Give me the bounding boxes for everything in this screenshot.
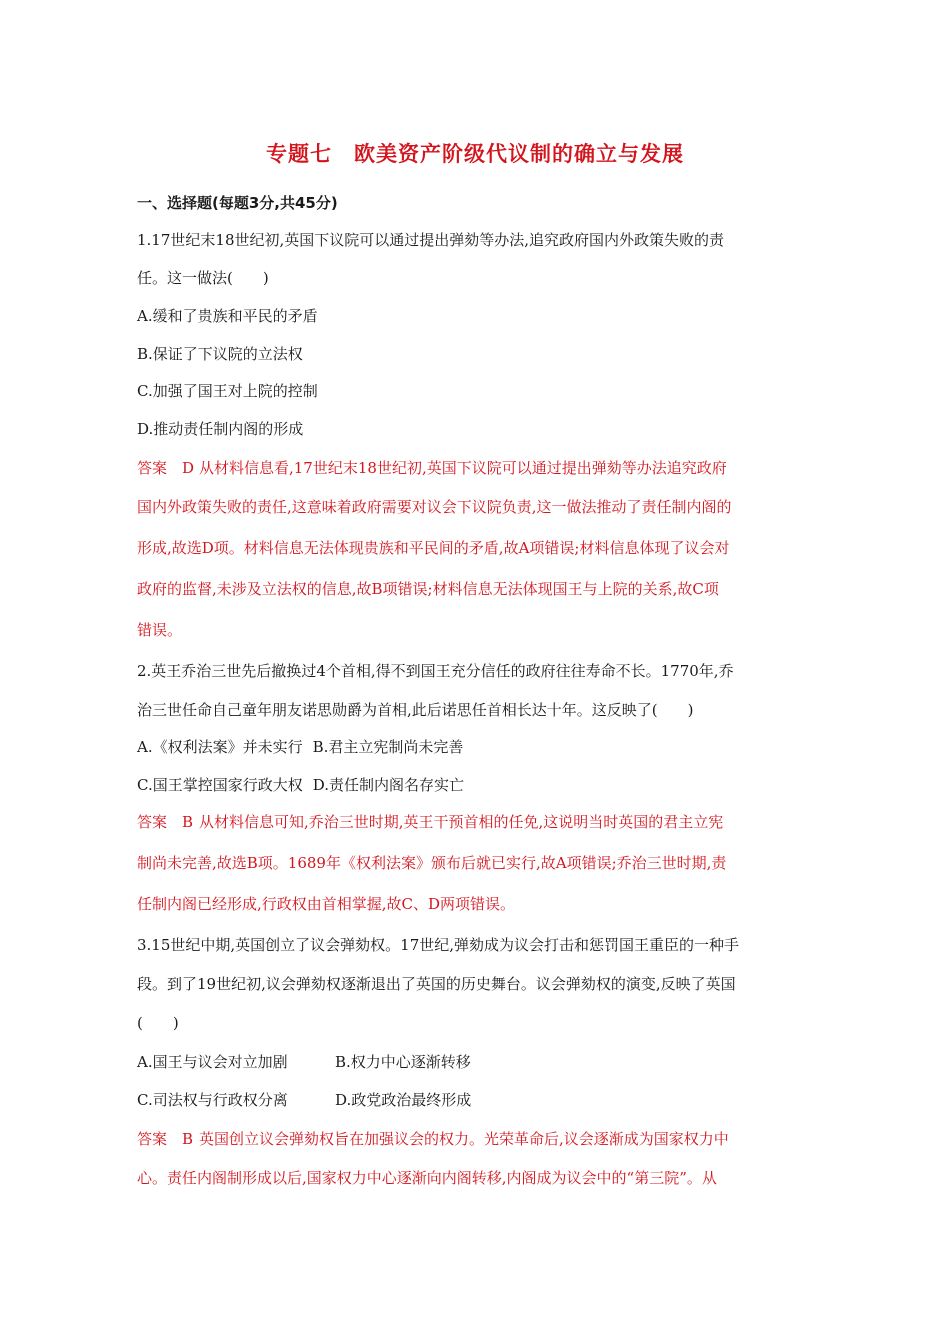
q1-answer-line-3: 形成,故选D项。材料信息无法体现贵族和平民间的矛盾,故A项错误;材料信息体现了议会对 [137, 539, 730, 557]
q1-answer-line-1 [137, 458, 727, 478]
q1-option-c: C.加强了国王对上院的控制 [137, 382, 318, 400]
q1-answer-line-5: 错误。 [137, 621, 183, 639]
q1-answer-text-1: 从材料信息看,17世纪末18世纪初,英国下议院可以通过提出弹劾等办法追究政府 [199, 459, 727, 477]
q1-stem-line-1: 1.17世纪末18世纪初,英国下议院可以通过提出弹劾等办法,追究政府国内外政策失败的责 [137, 231, 725, 249]
q2-stem-line-1: 2.英王乔治三世先后撤换过4个首相,得不到国王充分信任的政府往往寿命不长。1770年,乔 [137, 662, 734, 680]
q3-stem-line-2: 段。到了19世纪初,议会弹劾权逐渐退出了英国的历史舞台。议会弹劾权的演变,反映了英国 [137, 975, 736, 993]
q3-answer-line-1 [137, 1129, 729, 1149]
q1-option-a: A.缓和了贵族和平民的矛盾 [137, 307, 318, 325]
q3-stem-line-1: 3.15世纪中期,英国创立了议会弹劾权。17世纪,弹劾成为议会打击和惩罚国王重臣的一种手 [137, 936, 740, 954]
q3-options-row-2 [137, 1090, 471, 1110]
q3-options-row-1 [137, 1052, 471, 1072]
q3-option-a: A.国王与议会对立加剧 [137, 1053, 288, 1071]
q3-answer-tag: 答案 B [137, 1130, 194, 1148]
q1-option-b: B.保证了下议院的立法权 [137, 345, 303, 363]
q2-answer-text-1: 从材料信息可知,乔治三世时期,英王干预首相的任免,这说明当时英国的君主立宪 [199, 813, 724, 831]
q3-option-d: D.政党政治最终形成 [335, 1091, 472, 1109]
q2-answer-line-3: 任制内阁已经形成,行政权由首相掌握,故C、D两项错误。 [137, 895, 516, 913]
q2-option-c: C.国王掌控国家行政大权 [137, 776, 303, 794]
q2-answer-tag: 答案 B [137, 813, 194, 831]
q1-answer-tag: 答案 D [137, 459, 195, 477]
q3-option-b: B.权力中心逐渐转移 [335, 1053, 471, 1071]
q2-answer-line-1 [137, 812, 723, 832]
q2-option-b: B.君主立宪制尚未完善 [312, 738, 464, 756]
q2-option-a: A.《权利法案》并未实行 [137, 738, 303, 756]
q2-options-row-2 [137, 775, 464, 795]
q3-answer-text-1: 英国创立议会弹劾权旨在加强议会的权力。光荣革命后,议会逐渐成为国家权力中 [199, 1130, 729, 1148]
q3-answer-line-2: 心。责任内阁制形成以后,国家权力中心逐渐向内阁转移,内阁成为议会中的“第三院”。从 [137, 1169, 717, 1187]
section-heading: 一、选择题(每题3分,共45分) [137, 194, 338, 212]
q2-options-row-1 [137, 737, 463, 757]
q2-stem-line-2: 治三世任命自己童年朋友诺思勋爵为首相,此后诺思任首相长达十年。这反映了( ) [137, 701, 694, 719]
q2-answer-line-2: 制尚未完善,故选B项。1689年《权利法案》颁布后就已实行,故A项错误;乔治三世时期,责 [137, 854, 727, 872]
q1-answer-line-4: 政府的监督,未涉及立法权的信息,故B项错误;材料信息无法体现国王与上院的关系,故C项 [137, 580, 719, 598]
q1-option-d: D.推动责任制内阁的形成 [137, 420, 304, 438]
q3-stem-line-3: ( ) [137, 1014, 179, 1032]
document-title: 专题七 欧美资产阶级代议制的确立与发展 [266, 142, 684, 166]
q3-option-c: C.司法权与行政权分离 [137, 1091, 288, 1109]
q1-answer-line-2: 国内外政策失败的责任,这意味着政府需要对议会下议院负责,这一做法推动了责任制内阁的 [137, 498, 732, 516]
q2-option-d: D.责任制内阁名存实亡 [312, 776, 464, 794]
q1-stem-line-2: 任。这一做法( ) [137, 269, 269, 287]
